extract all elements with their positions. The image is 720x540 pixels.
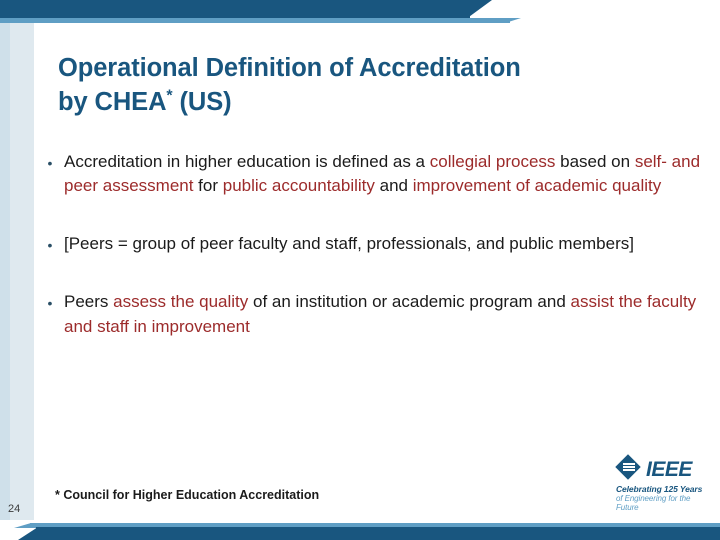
- slide-number: 24: [8, 503, 21, 515]
- ieee-wordmark: IEEE: [646, 457, 692, 481]
- bullet-1-seg-6: and: [374, 176, 413, 196]
- bullet-marker-icon: •: [47, 155, 53, 171]
- bottom-bar-wedge: [18, 527, 38, 540]
- top-decorative-bar: [0, 0, 720, 22]
- page-title-line-1: Operational Definition of Accreditation: [58, 54, 521, 82]
- bullet-1-seg-0: Accreditation in higher education is defined as a: [64, 152, 430, 171]
- page-title-line-2-prefix: by CHEA: [58, 87, 167, 116]
- top-bar-accent-wedge: [505, 18, 521, 23]
- bullet-marker-icon: •: [47, 295, 53, 312]
- page-title-footnote-marker: *: [166, 87, 173, 105]
- bullet-1-seg-2: based on: [555, 152, 635, 171]
- ieee-diamond-icon: [616, 457, 642, 481]
- ieee-logo-top-row: [616, 456, 708, 482]
- left-decorative-band-inner: [0, 0, 10, 540]
- list-item: [36, 290, 704, 338]
- bullet-3-seg-0: Peers: [64, 292, 114, 312]
- bullet-1-seg-5: public accountability: [222, 176, 375, 196]
- bullet-2-seg-0: [Peers = group of peer faculty and staff, professionals, and public members]: [64, 234, 634, 254]
- top-bar-accent-stripe: [0, 18, 510, 23]
- ieee-diamond-bars: [623, 463, 635, 472]
- footnote-text: * Council for Higher Education Accreditation: [55, 488, 320, 502]
- bullet-3-seg-1: assess the quality: [113, 292, 249, 312]
- bullet-text-1: [64, 150, 704, 198]
- left-decorative-band: [0, 0, 34, 540]
- bullet-1-seg-1: collegial process: [429, 152, 556, 171]
- bullet-1-seg-3: self- and peer assessment: [64, 152, 701, 196]
- bullet-marker-icon: •: [47, 237, 53, 254]
- page-title: [58, 52, 678, 119]
- bullet-text-3: [64, 290, 704, 338]
- list-item: [36, 232, 704, 256]
- page-title-line-2-suffix: (US): [172, 87, 232, 116]
- bullet-list: [36, 150, 704, 373]
- ieee-tagline-line-1: Celebrating 125 Years: [616, 484, 703, 494]
- ieee-tagline-line-2: of Engineering for the Future: [616, 494, 691, 512]
- bottom-decorative-bar: [0, 520, 720, 540]
- bullet-1-seg-7: improvement of academic quality: [412, 176, 662, 196]
- ieee-logo: [616, 456, 708, 512]
- bullet-3-seg-2: of an institution or academic program and: [248, 292, 571, 312]
- bullet-text-2: [64, 232, 704, 256]
- bullet-1-seg-4: for: [193, 176, 223, 196]
- bullet-3-seg-3: assist the faculty and staff in improvement: [64, 292, 697, 336]
- list-item: [36, 150, 704, 198]
- bottom-bar-blue-block: [36, 527, 720, 540]
